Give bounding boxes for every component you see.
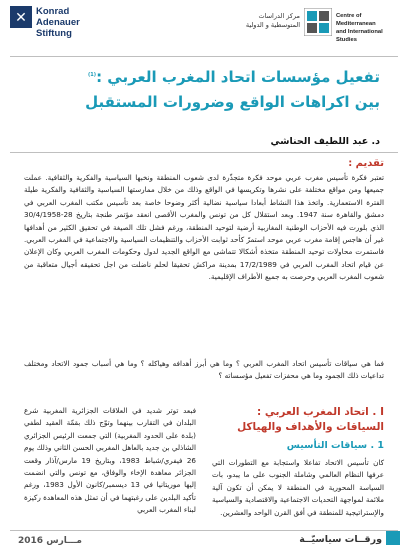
footer-divider: [10, 530, 398, 531]
centre-name-english: [336, 12, 398, 44]
header-divider: [10, 56, 398, 57]
kas-line-3: Stiftung: [36, 28, 72, 39]
left-column-paragraph: فبعد توتر شديد في العلاقات الجزائرية المغربية شرع البلدان في التقارب بينهما وتوّج ذلك بقمّة العقيد لطفي (بلدة على الحدود المغربية) التي جمعت الرئيس الجزائري الشاذلي بن جديد بالعاهل المغربي الحسن الثاني وذلك يوم 26 فيفري/شباط 1983، وبتاريخ 19 مارس/آذار وقعت الجزائر معاهدة الإخاء والوفاق، مع تونس والتي انضمت إليها موريتانيا في 13 ديسمبر/كانون الأول 1983، ورغم تأكيد البلدين على رغبتهما في أن تمثل هذه المعاهدة ركيزة لبناء المغرب العربي: [24, 406, 196, 515]
centre-en-line-1: Centre of Mediterranean: [336, 13, 376, 27]
document-title-line-1: [30, 68, 380, 86]
page-corner-mark: [386, 531, 400, 545]
section-1-heading: I . اتحاد المغرب العربي : السياقات والأهداف والهياكل: [237, 406, 384, 433]
kas-logo-text: [36, 6, 80, 39]
kas-line-2: Adenauer: [36, 17, 80, 28]
title-footnote-mark: (1): [87, 72, 97, 78]
intro-paragraph-2: فما هي سياقات تأسيس اتحاد المغرب العربي ؟ وما هي أبرز أهدافه وهياكله ؟ وما هي أسباب جمود الاتحاد ومختلف تداعيات ذلك الجمود وما هي محفزات تفعيل مؤسساته ؟: [24, 359, 384, 381]
kas-logo: [10, 6, 90, 54]
kas-line-1: Konrad: [36, 6, 70, 17]
document-title-line-2: بين اكراهات الواقع وضرورات المستقبل: [85, 93, 380, 111]
kas-square-icon: ✕: [10, 6, 32, 28]
footer-date: مـــارس 2016: [18, 536, 82, 546]
centre-ar-line-1: مركز الدراسات: [258, 12, 300, 20]
centre-logo: [222, 6, 398, 46]
section-1-subheading: 1 . سياقات التأسيس: [286, 440, 384, 451]
centre-ar-line-2: المتوسطية و الدولية: [245, 21, 300, 29]
intro-heading: تقديم :: [348, 158, 384, 169]
footer-series-title: ورقــات سياسيّــة: [299, 534, 382, 545]
intro-paragraph-1: تعتبر فكرة تأسيس مغرب عربي موحد فكرة متجذّرة لدى شعوب المنطقة ونخبها السياسية والفكرية والثقافية. عملت جميعها ومن مواقع مختلفة على نشرها وتكريسها في الواقع وذلك من خلال ممارستها السياسية والثقافية والفكرية طيلة الفترة الاستعمارية. واتخذ هذا النشاط أبعادا سياسية نضالية أكثر وضوحا خاصة بعد تأسيس مكتب المغرب العربي في دمشق والقاهرة سنة 1947. وبعد استقلال كل من تونس والمغرب الأقصى انعقد مؤتمر طنجة بتاريخ 28-30/4/1958 الذي بلورت فيه الأحزاب الوطنية المغاربية أرضية لتوحيد المنطقة، ورغم فشل تلك الصيغة في تحقيق الكثير من أهدافها غير أن هاجس إقامة مغرب عربي موحد استمرّ كأحد ثوابت الأحزاب والتنظيمات السياسية والاجتماعية في المغرب العربي. فاستمرت محاولات توحيد المنطقة متخذة أشكالا تتماشى مع الواقع الجديد لدول وحكومات المغرب العربي وكان الإعلان عن قيام اتحاد المغرب العربي في 17/2/1989 بمدينة مراكش تحقيقا لحلم ناضلت من اجل تحقيقه أجيال متعاقبة من شعوب المغرب العربي وحرصت به جميع الأطراف الإقليمية.: [24, 173, 385, 282]
section-1-paragraph: كان تأسيس الاتحاد تفاعلا واستجابة مع التطورات التي عرفها النظام العالمي وشاملة الجنوب على ما يبدو، بات السياسة المحورية في المنطقة لا يمكن أن تكون آلية ملائمة لمواجهة التحديات الاجتماعية والاقتصادية والسياسية والإستراتيجية للمنطقة في أفق القرن الواحد والعشرين.: [212, 458, 384, 517]
author-name: د. عبد اللطيف الحناشي: [270, 136, 380, 147]
title-divider: [10, 152, 398, 153]
title-line-1-text: تفعيل مؤسسات اتحاد المغرب العربي :: [96, 68, 380, 86]
centre-emblem-icon: [304, 8, 332, 36]
centre-en-line-2: and International Studies: [336, 29, 383, 43]
centre-name-arabic: [222, 12, 300, 30]
